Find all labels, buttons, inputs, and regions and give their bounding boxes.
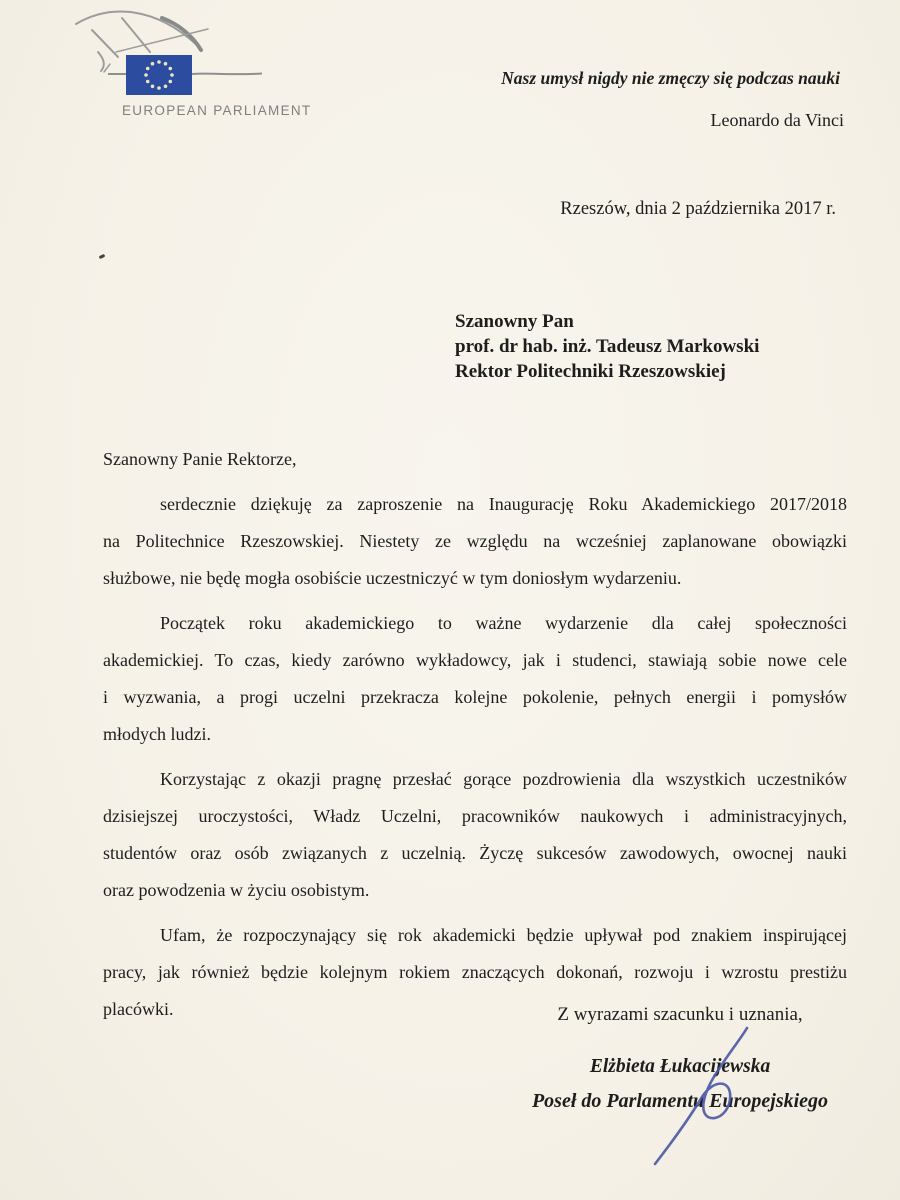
closing-regards: Z wyrazami szacunku i uznania, [557, 1004, 803, 1025]
body-line: Korzystając z okazji pragnę przesłać gorące pozdrowienia dla wszystkich uczestników [160, 769, 847, 789]
body-line: pracy, jak również będzie kolejnym rokiem znaczących dokonań, rozwoju i wzrostu prestiżu [103, 962, 847, 982]
eu-flag-icon [126, 55, 192, 95]
body-line: akademickiej. To czas, kiedy zarówno wykładowcy, jak i studenci, stawiają sobie nowe cele [103, 650, 847, 670]
recipient-block [455, 309, 759, 384]
paragraph [103, 605, 847, 753]
european-parliament-logo [70, 2, 312, 132]
handwritten-signature-icon [620, 1022, 800, 1172]
motto-quote: Nasz umysł nigdy nie zmęczy się podczas nauki [501, 68, 840, 88]
body-line: służbowe, nie będę mogła osobiście uczestniczyć w tym doniosłym wydarzeniu. [103, 568, 682, 588]
recipient-name: prof. dr hab. inż. Tadeusz Markowski [455, 336, 760, 357]
body-line: serdecznie dziękuję za zaproszenie na Inaugurację Roku Akademickiego 2017/2018 [160, 494, 847, 514]
letter-body [103, 441, 847, 1028]
body-line: dzisiejszej uroczystości, Władz Uczelni, pracowników naukowych i administracyjnych, [103, 806, 847, 826]
body-line: Początek roku akademickiego to ważne wydarzenie dla całej społeczności [160, 613, 847, 633]
body-line: studentów oraz osób związanych z uczelnią. Życzę sukcesów zawodowych, owocnej nauki [103, 843, 847, 863]
body-line: młodych ludzi. [103, 724, 211, 744]
recipient-salutation: Szanowny Pan [455, 311, 574, 332]
paragraph [103, 761, 847, 909]
paragraph [103, 486, 847, 597]
recipient-title: Rektor Politechniki Rzeszowskiej [455, 361, 726, 382]
body-line: i wyzwania, a progi uczelni przekracza kolejne pokolenie, pełnych energii i pomysłów [103, 687, 847, 707]
motto-author: Leonardo da Vinci [710, 110, 844, 130]
body-line: na Politechnice Rzeszowskiej. Niestety ze względu na wcześniej zaplanowane obowiązki [103, 531, 847, 551]
org-name-label: EUROPEAN PARLIAMENT [122, 103, 312, 118]
body-line: oraz powodzenia w życiu osobistym. [103, 880, 370, 900]
scan-speck [99, 254, 106, 259]
sender-name: Elżbieta Łukacijewska [589, 1056, 771, 1077]
dateline: Rzeszów, dnia 2 października 2017 r. [560, 199, 836, 219]
letter-salutation: Szanowny Panie Rektorze, [103, 449, 297, 469]
body-line: Ufam, że rozpoczynający się rok akademicki będzie upływał pod znakiem inspirującej [160, 925, 847, 945]
body-line: placówki. [103, 999, 174, 1019]
sender-title: Poseł do Parlamentu Europejskiego [531, 1090, 829, 1112]
